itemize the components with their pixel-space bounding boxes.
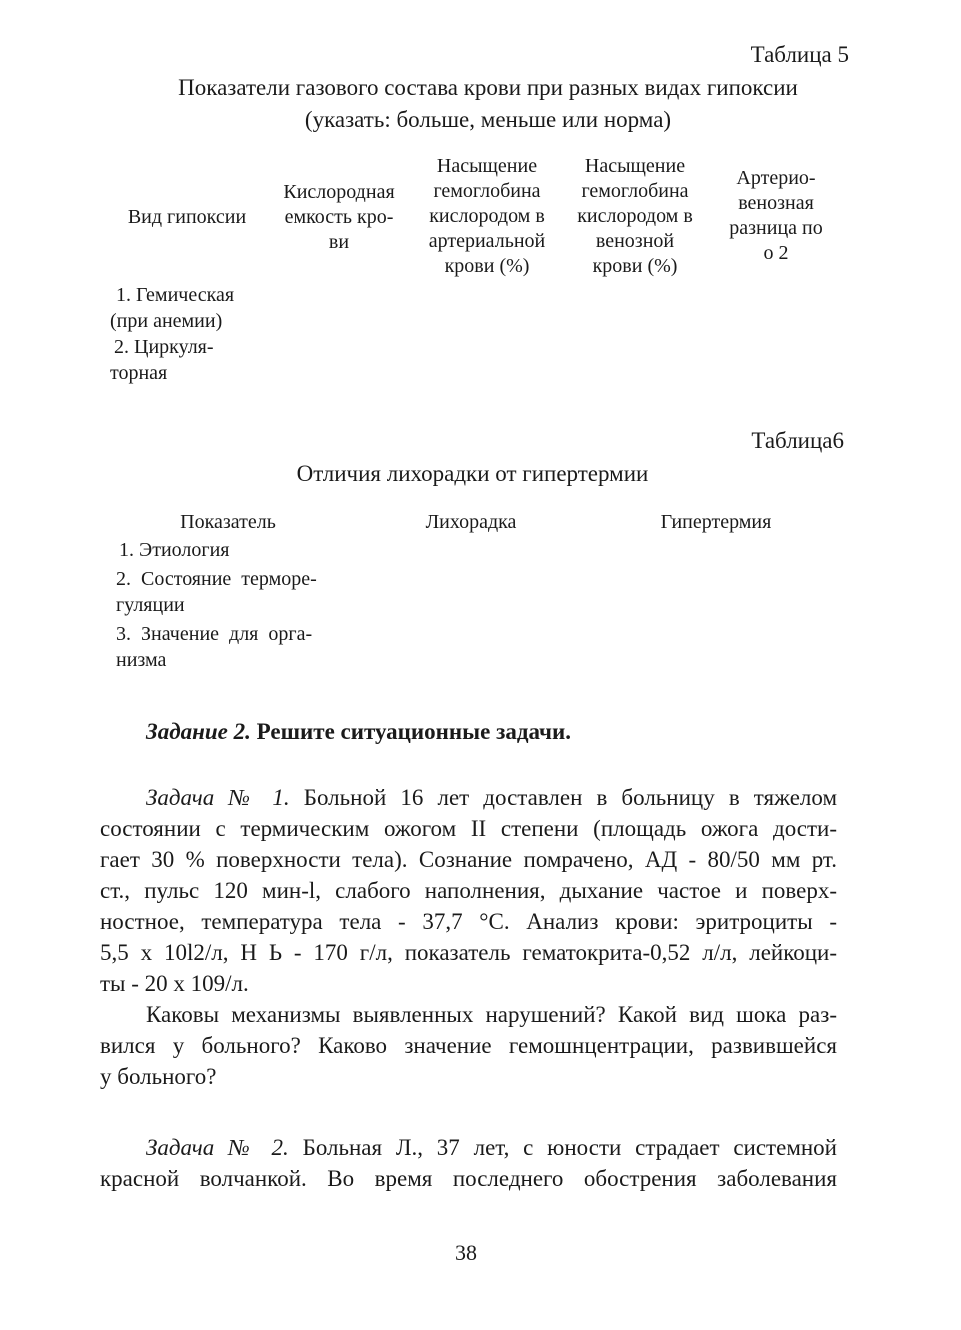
- table6-header-indicator: Показатель: [180, 511, 276, 533]
- table5-header-av-difference: Артерио- венозная разница по о 2: [729, 167, 823, 264]
- table5-title-line1: Показатели газового состава крови при разных видах гипоксии: [178, 75, 798, 100]
- table6-header-fever: Лихорадка: [425, 511, 517, 533]
- table5-row-circulatory: 2. Циркуля- торная: [110, 336, 214, 384]
- table5-header-capacity: Кислородная емкость кро- ви: [283, 181, 395, 253]
- table5-title-line2: (указать: больше, меньше или норма): [304, 107, 672, 132]
- table5-row-hemic: 1. Гемическая (при анемии): [110, 284, 235, 332]
- table6-row-thermoregulation: 2. Состояние терморе- гуляции: [116, 568, 317, 616]
- table5-label: Таблица 5: [750, 42, 849, 67]
- table5-header-venous: Насыщение гемоглобина кислородом в венозной крови (%): [577, 155, 693, 277]
- problem1-question: Каковы механизмы выявленных нарушений? Какой вид шока раз-: [146, 1002, 837, 1027]
- table5-header-type: Вид гипоксии: [127, 206, 247, 228]
- problem1-prefix: Задача № 1.: [146, 785, 290, 810]
- task2-heading: [146, 716, 571, 747]
- problem2-prefix: Задача № 2.: [146, 1135, 289, 1160]
- problem2: Задача № 2. Больная Л., 37 лет, с юности страдает системной красной волчанкой. Во время последнего обострения заболевания: [100, 1135, 837, 1191]
- task2-prefix: Задание 2.: [146, 719, 251, 744]
- table6-label: Таблица6: [751, 428, 844, 453]
- page-number: 38: [455, 1240, 477, 1265]
- table5-title: [100, 72, 876, 136]
- table6-row-etiology: 1. Этиология: [119, 539, 230, 561]
- table6-title: Отличия лихорадки от гипертермии: [296, 461, 649, 486]
- table6-header-hyperthermia: Гипертермия: [660, 511, 772, 533]
- task2-text: Решите ситуационные задачи.: [256, 719, 572, 744]
- table6-row-significance: 3. Значение для орга- низма: [116, 623, 313, 671]
- problem1: Задача № 1. Больной 16 лет доставлен в больницу в тяжелом состоянии с термическим ожогом II степени (площадь ожога дости- гает 30 % поверхности тела). Сознание помрачено, АД - 80/50 мм рт. ст., пульс 120 мин-l, слабого наполнения, дыхание частое и поверх- ностное, температура тела - 37,7 °С. Анализ крови: эритроциты - 5,5 х 10l2/л, Н Ь - 170 г/л, показатель гематокрита-0,52 л/л, лейкоци- ты - 20 х 109/л. Каковы механизмы выявленных нарушений? Какой вид шока раз- вился у больного? Каково значение гемошнцентрации, развившейся у больного?: [100, 785, 837, 1089]
- table5-header-arterial: Насыщение гемоглобина кислородом в артериальной крови (%): [428, 155, 546, 277]
